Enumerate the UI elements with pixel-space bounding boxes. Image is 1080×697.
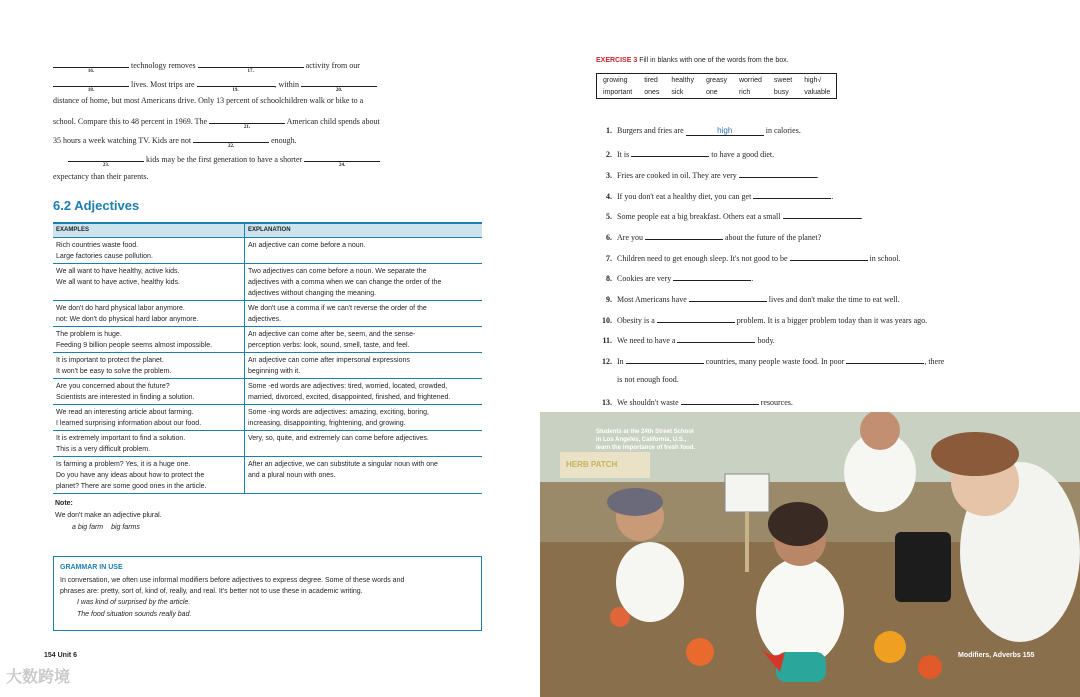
explanation-line: beginning with it. — [248, 368, 301, 375]
note-label: Note: — [55, 500, 73, 507]
question-item — [600, 313, 927, 325]
word-box — [596, 73, 837, 99]
question-text: We shouldn't waste — [617, 398, 679, 407]
question-text: resources. — [760, 398, 793, 407]
fill-line-2: 18. lives. Most trips are 19. , within 20. — [53, 77, 377, 89]
question-item — [600, 209, 863, 221]
table-header-explanation: EXPLANATION — [245, 223, 483, 238]
example-line: Are you concerned about the future? — [56, 383, 170, 390]
table-cell-example — [53, 353, 245, 379]
explanation-line: adjectives without changing the meaning. — [248, 290, 377, 297]
word-box-item: healthy — [671, 77, 694, 84]
example-line: not: We don't do physical hard labor anymore. — [56, 316, 199, 323]
example-line: It is extremely important to find a solution. — [56, 435, 186, 442]
grammar-box-example-2: The food situation sounds really bad. — [77, 611, 192, 618]
example-line: This is a very difficult problem. — [56, 446, 151, 453]
table-row — [53, 301, 482, 327]
example-line: We all want to have active, healthy kids. — [56, 279, 180, 286]
explanation-line: Some -ed words are adjectives: tired, worried, located, crowded, — [248, 383, 448, 390]
fill-line-6: 23. kids may be the first generation to have a shorter 24. — [68, 152, 380, 164]
question-item — [600, 230, 821, 242]
grammar-box-body-2: phrases are: pretty, sort of, kind of, really, and real. It's better not to use these in academic writing. — [60, 588, 363, 595]
question-number: 6. — [606, 233, 612, 242]
blank-19[interactable]: 19. — [197, 77, 275, 87]
blank-17[interactable]: 17. — [198, 58, 304, 68]
question-item — [600, 395, 793, 407]
question-text: body. — [757, 336, 775, 345]
question-text: countries, many people waste food. In poor — [705, 357, 845, 366]
example-line: We all want to have healthy, active kids. — [56, 268, 180, 275]
exercise-instructions: Fill in blanks with one of the words from the box. — [639, 57, 789, 64]
watermark-logo: 大数跨境 — [6, 669, 71, 686]
table-row — [53, 264, 482, 301]
table-cell-explanation — [245, 301, 483, 327]
question-number: 13. — [602, 398, 612, 407]
question-text: to have a good diet. — [711, 150, 775, 159]
garden-photo — [540, 412, 1080, 697]
table-cell-explanation — [245, 327, 483, 353]
table-row — [53, 238, 482, 264]
blank-22[interactable]: 22. — [193, 133, 269, 143]
question-text: . — [751, 274, 754, 283]
question-item — [600, 147, 774, 159]
question-text: We need to have a — [617, 336, 676, 345]
photo-sign-text: HERB PATCH — [566, 460, 618, 469]
blank-20[interactable]: 20. — [301, 77, 377, 87]
question-number: 4. — [606, 192, 612, 201]
question-text: Fries are cooked in oil. They are very — [617, 171, 737, 180]
fill-line-3: distance of home, but most Americans drive. Only 13 percent of schoolchildren walk or bike to a — [53, 96, 364, 105]
question-number: 8. — [606, 274, 612, 283]
question-number: 10. — [602, 316, 612, 325]
fill-line-7: expectancy than their parents. — [53, 172, 149, 181]
question-text: Burgers and fries are — [617, 126, 684, 135]
fill-line-1: 16. technology removes 17. activity from our — [53, 58, 360, 70]
page-number-right: Modifiers, Adverbs 155 — [958, 652, 1035, 659]
example-line: Scientists are interested in finding a solution. — [56, 394, 195, 401]
explanation-line: Very, so, quite, and extremely can come before adjectives. — [248, 435, 429, 442]
question-number: 12. — [602, 357, 612, 366]
answer-blank[interactable] — [753, 189, 834, 201]
blank-21[interactable]: 21. — [209, 114, 285, 124]
table-cell-example — [53, 379, 245, 405]
grammar-box-title: GRAMMAR IN USE — [60, 564, 123, 571]
grammar-box-example-1: I was kind of surprised by the article. — [77, 599, 191, 606]
explanation-line: Some -ing words are adjectives: amazing, exciting, boring, — [248, 409, 429, 416]
question-text: Some people eat a big breakfast. Others eat a small — [617, 212, 781, 221]
question-number: 9. — [606, 295, 612, 304]
question-text: It is — [617, 150, 630, 159]
note-example-2: big farms — [111, 524, 140, 531]
table-cell-explanation — [245, 264, 483, 301]
photo-caption-line-3: learn the importance of fresh food. — [596, 445, 696, 451]
answer-blank[interactable] — [739, 168, 817, 178]
note — [55, 498, 162, 534]
example-line: Large factories cause pollution. — [56, 253, 153, 260]
example-line: Do you have any ideas about how to protect the — [56, 472, 205, 479]
question-text: Most Americans have — [617, 295, 687, 304]
word-box-item: rich — [738, 89, 751, 96]
question-number: 7. — [606, 254, 612, 263]
explanation-line: An adjective can come after impersonal expressions — [248, 357, 410, 364]
adjectives-table — [53, 222, 482, 494]
explanation-line: adjectives. — [248, 316, 282, 323]
question-item — [600, 126, 801, 136]
question-text: is not enough food. — [617, 375, 679, 384]
note-text: We don't make an adjective plural. — [55, 512, 162, 519]
example-line: We read an interesting article about farming. — [56, 409, 194, 416]
word-box-item: tired — [644, 77, 658, 84]
fill-line-5: 35 hours a week watching TV. Kids are not 22. enough. — [53, 133, 297, 145]
question-text: Children need to get enough sleep. It's not good to be — [617, 254, 788, 263]
word-box-item: sweet — [773, 77, 793, 84]
example-line: planet? There are some good ones in the article. — [56, 483, 207, 490]
table-row — [53, 405, 482, 431]
word-box-item: important — [603, 89, 633, 96]
explanation-line: After an adjective, we can substitute a singular noun with one — [248, 461, 438, 468]
answer-blank[interactable] — [783, 209, 861, 219]
table-row — [53, 379, 482, 405]
word-box-item: greasy — [705, 77, 727, 84]
explanation-line: increasing, disappointing, frightening, and growing. — [248, 420, 406, 427]
table-cell-example — [53, 405, 245, 431]
answer-blank[interactable] — [689, 292, 767, 302]
question-item — [600, 333, 775, 345]
fill-line-4: school. Compare this to 48 percent in 1969. The 21. American child spends about — [53, 114, 380, 126]
note-example-1: a big farm — [72, 524, 104, 531]
question-text: lives and don't make the time to eat well. — [768, 295, 900, 304]
handwritten-answer: high — [717, 126, 733, 135]
explanation-line: We don't use a comma if we can't reverse the order of the — [248, 305, 427, 312]
exercise-label: EXERCISE 3 — [596, 57, 638, 64]
word-box-row-2 — [597, 86, 837, 99]
word-box-item: sick — [671, 89, 684, 96]
explanation-line: married, divorced, excited, disappointed, finished, and frightened. — [248, 394, 451, 401]
exercise-heading — [596, 57, 789, 64]
page-number-left: 154 Unit 6 — [44, 652, 78, 659]
answer-blank[interactable] — [657, 313, 735, 323]
explanation-line: An adjective can come after be, seem, and the sense- — [248, 331, 416, 338]
question-item — [600, 292, 900, 304]
answer-blank[interactable] — [681, 395, 759, 405]
table-cell-explanation — [245, 457, 483, 494]
answer-blank[interactable] — [673, 271, 754, 283]
blank-23[interactable]: 23. — [68, 152, 144, 162]
table-cell-explanation — [245, 353, 483, 379]
question-text: . — [831, 192, 834, 201]
question-item — [600, 168, 819, 180]
table-cell-example — [53, 301, 245, 327]
table-cell-example — [53, 327, 245, 353]
word-box-item: worried — [738, 77, 762, 84]
section-title: 6.2 Adjectives — [53, 198, 140, 213]
question-text: problem. It is a bigger problem today than it was years ago. — [736, 316, 928, 325]
answer-blank[interactable] — [645, 230, 723, 240]
blank-24[interactable]: 24. — [304, 152, 380, 162]
answer-blank[interactable] — [790, 251, 868, 261]
grammar-box-body-1: In conversation, we often use informal modifiers before adjectives to express degree. Some of these words and — [60, 577, 405, 584]
table-cell-example — [53, 431, 245, 457]
table-cell-explanation — [245, 431, 483, 457]
question-text: Obesity is a — [617, 316, 655, 325]
example-line: It won't be easy to solve the problem. — [56, 368, 172, 375]
answer-blank[interactable] — [686, 126, 764, 136]
question-number: 5. — [606, 212, 612, 221]
example-line: The problem is huge. — [56, 331, 122, 338]
question-text: in calories. — [765, 126, 801, 135]
question-text: , there — [924, 357, 945, 366]
word-box-item: one — [705, 89, 718, 96]
question-text: . — [860, 212, 863, 221]
question-number: 2. — [606, 150, 612, 159]
question-text: . — [816, 171, 819, 180]
word-box-item: high√ — [804, 77, 822, 84]
question-number: 11. — [602, 336, 612, 345]
word-box-item: ones — [644, 89, 660, 96]
table-cell-example — [53, 264, 245, 301]
question-text: Cookies are very — [617, 274, 672, 283]
table-header-examples: EXAMPLES — [53, 223, 245, 238]
question-text: in school. — [869, 254, 901, 263]
table-row — [53, 353, 482, 379]
example-line: Feeding 9 billion people seems almost impossible. — [56, 342, 213, 349]
example-line: It is important to protect the planet. — [56, 357, 164, 364]
answer-blank[interactable] — [631, 147, 709, 157]
word-box-item: growing — [603, 77, 628, 84]
question-item — [600, 375, 679, 384]
table-row — [53, 457, 482, 494]
photo-caption-line-1: Students at the 24th Street School — [596, 429, 694, 435]
question-number: 1. — [606, 126, 612, 135]
table-cell-example — [53, 457, 245, 494]
question-text: In — [617, 357, 624, 366]
question-item — [600, 354, 944, 366]
table-cell-example — [53, 238, 245, 264]
question-text: about the future of the planet? — [725, 233, 822, 242]
question-item — [600, 271, 753, 283]
blank-16[interactable]: 16. — [53, 58, 129, 68]
example-line: Is farming a problem? Yes, it is a huge one. — [56, 461, 191, 468]
table-header-row — [53, 223, 482, 238]
explanation-line: adjectives with a comma when we can change the order of the — [248, 279, 442, 286]
question-text: If you don't eat a healthy diet, you can get — [617, 192, 752, 201]
table-cell-explanation — [245, 405, 483, 431]
question-number: 3. — [606, 171, 612, 180]
answer-blank[interactable] — [846, 354, 924, 364]
right-page — [540, 0, 1080, 697]
word-box-row-1 — [597, 74, 837, 87]
word-box-item: valuable — [804, 89, 831, 96]
example-line: We don't do hard physical labor anymore. — [56, 305, 185, 312]
blank-18[interactable]: 18. — [53, 77, 129, 87]
example-line: Rich countries waste food. — [56, 242, 139, 249]
question-item — [600, 251, 901, 263]
answer-blank[interactable] — [677, 333, 755, 343]
explanation-line: and a plural noun with ones. — [248, 472, 336, 479]
table-row — [53, 431, 482, 457]
table-body — [53, 238, 482, 494]
table-cell-explanation — [245, 238, 483, 264]
word-box-item: busy — [773, 89, 789, 96]
question-text: Are you — [617, 233, 643, 242]
photo-caption — [596, 428, 736, 452]
table-cell-explanation — [245, 379, 483, 405]
table-row — [53, 327, 482, 353]
explanation-line: An adjective can come before a noun. — [248, 242, 366, 249]
example-line: I learned surprising information about our food. — [56, 420, 202, 427]
answer-blank[interactable] — [626, 354, 704, 364]
photo-caption-line-2: in Los Angeles, California, U.S., — [596, 437, 687, 443]
grammar-in-use-box — [53, 556, 482, 631]
explanation-line: Two adjectives can come before a noun. We separate the — [248, 268, 427, 275]
explanation-line: perception verbs: look, sound, smell, taste, and feel. — [248, 342, 410, 349]
question-item — [600, 189, 833, 201]
